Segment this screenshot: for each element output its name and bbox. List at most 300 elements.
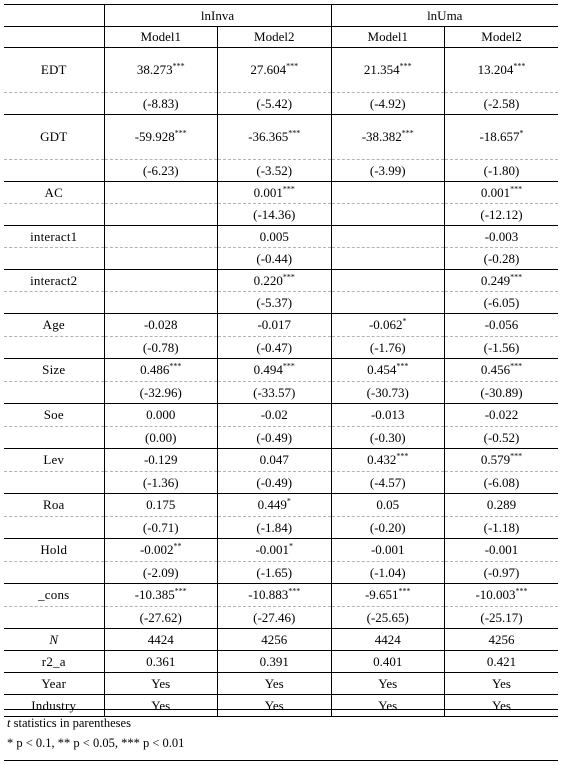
cell-value: 0.421: [486, 653, 517, 669]
value-cell: [218, 204, 332, 226]
significance-stars: *: [402, 316, 407, 326]
value-cell: [218, 651, 332, 673]
value-cell: [104, 562, 218, 584]
cell-value: 0.361: [146, 653, 176, 669]
cell-value: (-5.42): [256, 95, 293, 111]
value-cell: [218, 314, 332, 337]
cell-value: -0.02: [260, 407, 288, 422]
cell-value: -0.001: [255, 542, 290, 557]
value-cell: [445, 182, 559, 204]
tstat-row: [4, 248, 558, 270]
value-cell: [218, 517, 332, 539]
row-label: [4, 160, 104, 182]
value-cell: [331, 93, 445, 115]
value-cell: [104, 607, 218, 629]
value-cell: [445, 629, 559, 651]
cell-value: -9.651: [364, 587, 399, 602]
significance-stars: ***: [510, 361, 523, 371]
cell-value: (-0.71): [142, 519, 179, 535]
cell-value: 0.456: [480, 362, 511, 377]
significance-stars: ***: [396, 361, 409, 371]
corner-cell: [4, 5, 104, 27]
cell-value: (-1.84): [256, 519, 293, 535]
cell-value: Yes: [378, 697, 398, 713]
cell-value: 0.486: [140, 362, 170, 377]
row-label: Roa: [4, 494, 104, 517]
model-header: Model1: [331, 27, 445, 48]
value-cell: [445, 314, 559, 337]
value-cell: [445, 204, 559, 226]
significance-stars: ***: [174, 586, 187, 596]
value-cell: [218, 427, 332, 449]
significance-stars: ***: [288, 128, 301, 138]
cell-value: 0.454: [367, 362, 397, 377]
cell-value: (-0.28): [483, 250, 520, 266]
coef-row: [4, 584, 558, 607]
value-cell: [104, 651, 218, 673]
cell-value: -0.013: [370, 407, 405, 422]
cell-value: (-30.73): [366, 384, 409, 400]
note-t-symbol: t: [7, 716, 11, 730]
cell-value: -18.657: [479, 129, 520, 144]
cell-value: (-8.83): [142, 95, 179, 111]
tstat-row: [4, 607, 558, 629]
value-cell: [331, 248, 445, 270]
value-cell: [104, 160, 218, 182]
model-header-row: [4, 27, 558, 48]
value-cell: [104, 382, 218, 404]
significance-stars: ***: [510, 451, 523, 461]
value-cell: [445, 673, 559, 695]
coef-row: [4, 270, 558, 292]
value-cell: [218, 182, 332, 204]
row-label: [4, 562, 104, 584]
value-cell: [445, 539, 559, 562]
significance-stars: ***: [396, 451, 409, 461]
row-label: [4, 93, 104, 115]
significance-stars: ***: [169, 361, 182, 371]
cell-value: Yes: [151, 675, 171, 691]
row-label: [4, 607, 104, 629]
cell-value: 38.273: [136, 62, 173, 77]
value-cell: [104, 270, 218, 292]
value-cell: [445, 472, 559, 494]
cell-value: (-4.92): [369, 95, 406, 111]
cell-value: (-1.80): [483, 162, 520, 178]
value-cell: [218, 93, 332, 115]
cell-value: 0.432: [367, 452, 397, 467]
cell-value: -0.017: [257, 317, 292, 332]
cell-value: (-5.37): [256, 294, 293, 310]
row-label: r2_a: [4, 651, 104, 673]
row-label: AC: [4, 182, 104, 204]
coef-row: [4, 404, 558, 427]
value-cell: [218, 270, 332, 292]
cell-value: 0.494: [253, 362, 283, 377]
significance-stars: ***: [401, 128, 414, 138]
tstat-row: [4, 472, 558, 494]
coef-row: [4, 449, 558, 472]
cell-value: (-25.65): [366, 609, 409, 625]
value-cell: [331, 427, 445, 449]
cell-value: (-6.05): [483, 294, 520, 310]
value-cell: [218, 160, 332, 182]
cell-value: 27.604: [250, 62, 287, 77]
value-cell: [104, 494, 218, 517]
cell-value: (-1.65): [256, 564, 293, 580]
cell-value: -0.003: [484, 228, 519, 244]
value-cell: [445, 292, 559, 314]
tstat-row: [4, 427, 558, 449]
cell-value: -0.056: [484, 317, 519, 332]
cell-value: -0.062: [368, 317, 403, 332]
value-cell: [331, 337, 445, 359]
row-label: [4, 517, 104, 539]
value-cell: [104, 292, 218, 314]
cell-value: (-2.58): [483, 95, 520, 111]
cell-value: (-27.62): [139, 609, 182, 625]
significance-stars: ***: [510, 184, 523, 194]
cell-value: -0.022: [484, 407, 519, 422]
value-cell: [104, 517, 218, 539]
row-label: Year: [4, 673, 104, 695]
cell-value: (-0.52): [483, 429, 520, 445]
row-label: Size: [4, 359, 104, 382]
value-cell: [104, 115, 218, 160]
row-label: Hold: [4, 539, 104, 562]
value-cell: [445, 115, 559, 160]
significance-stars: ***: [515, 586, 528, 596]
cell-value: 0.005: [259, 228, 289, 244]
cell-value: -38.382: [361, 129, 402, 144]
row-label: [4, 472, 104, 494]
cell-value: (-12.12): [480, 206, 523, 222]
value-cell: [331, 607, 445, 629]
cell-value: (-27.46): [253, 609, 296, 625]
value-cell: [218, 449, 332, 472]
significance-stars: ***: [399, 61, 412, 71]
cell-value: 0.449: [257, 497, 287, 512]
value-cell: [104, 48, 218, 93]
cell-value: -36.365: [248, 129, 289, 144]
value-cell: [445, 270, 559, 292]
value-cell: [331, 226, 445, 248]
value-cell: [218, 404, 332, 427]
cell-value: (-0.78): [142, 339, 179, 355]
row-label: [4, 292, 104, 314]
value-cell: [445, 607, 559, 629]
value-cell: [218, 248, 332, 270]
note-t-text: statistics in parentheses: [10, 716, 131, 730]
value-cell: [104, 673, 218, 695]
stat-row: [4, 673, 558, 695]
cell-value: (-30.89): [480, 384, 523, 400]
cell-value: (-3.99): [369, 162, 406, 178]
cell-value: 0.401: [373, 653, 403, 669]
cell-value: 0.579: [480, 452, 511, 467]
cell-value: 0.175: [146, 497, 176, 512]
row-label: N: [4, 629, 104, 651]
value-cell: [331, 562, 445, 584]
row-label: Industry: [4, 695, 104, 717]
cell-value: 0.05: [376, 497, 400, 512]
value-cell: [104, 359, 218, 382]
regression-table-document: [4, 4, 558, 717]
value-cell: [331, 539, 445, 562]
cell-value: Yes: [151, 697, 171, 713]
significance-stars: ***: [286, 61, 299, 71]
value-cell: [445, 382, 559, 404]
value-cell: [218, 226, 332, 248]
significance-stars: *: [289, 541, 294, 551]
value-cell: [104, 404, 218, 427]
cell-value: Yes: [378, 675, 398, 691]
cell-value: -0.001: [370, 542, 405, 557]
significance-stars: ***: [398, 586, 411, 596]
value-cell: [104, 337, 218, 359]
value-cell: [445, 562, 559, 584]
cell-value: 0.220: [253, 272, 283, 288]
cell-value: (-6.08): [483, 474, 520, 490]
cell-value: 21.354: [363, 62, 400, 77]
value-cell: [218, 337, 332, 359]
cell-value: -0.129: [143, 452, 178, 467]
row-label: interact2: [4, 270, 104, 292]
value-cell: [445, 427, 559, 449]
cell-value: (-6.23): [142, 162, 179, 178]
cell-value: (-32.96): [139, 384, 182, 400]
cell-value: (-33.57): [253, 384, 296, 400]
value-cell: [218, 494, 332, 517]
significance-stars: ***: [282, 272, 295, 282]
cell-value: (-0.47): [256, 339, 293, 355]
value-cell: [218, 48, 332, 93]
cell-value: (-25.17): [480, 609, 523, 625]
value-cell: [331, 204, 445, 226]
row-label: EDT: [4, 48, 104, 93]
stat-row: [4, 651, 558, 673]
value-cell: [218, 584, 332, 607]
value-cell: [445, 48, 559, 93]
cell-value: -10.385: [134, 587, 175, 602]
value-cell: [445, 404, 559, 427]
row-label: [4, 204, 104, 226]
cell-value: 13.204: [477, 62, 514, 77]
value-cell: [445, 584, 559, 607]
value-cell: [445, 337, 559, 359]
significance-stars: ***: [282, 184, 295, 194]
value-cell: [104, 539, 218, 562]
value-cell: [104, 226, 218, 248]
cell-value: 0.001: [480, 184, 511, 200]
value-cell: [104, 93, 218, 115]
cell-value: -10.883: [248, 587, 289, 602]
value-cell: [445, 517, 559, 539]
value-cell: [104, 427, 218, 449]
value-cell: [218, 115, 332, 160]
row-label: interact1: [4, 226, 104, 248]
significance-stars: ***: [174, 128, 187, 138]
value-cell: [331, 629, 445, 651]
table-notes: [4, 709, 558, 761]
cell-value: -0.028: [143, 317, 178, 332]
row-label: Soe: [4, 404, 104, 427]
significance-stars: ***: [513, 61, 526, 71]
value-cell: [331, 48, 445, 93]
value-cell: [445, 449, 559, 472]
value-cell: [331, 292, 445, 314]
stat-row: [4, 629, 558, 651]
cell-value: Yes: [492, 675, 511, 691]
cell-value: (-1.56): [483, 339, 520, 355]
tstat-row: [4, 93, 558, 115]
coef-row: [4, 539, 558, 562]
value-cell: [331, 115, 445, 160]
row-label: [4, 382, 104, 404]
tstat-row: [4, 562, 558, 584]
row-label: Age: [4, 314, 104, 337]
value-cell: [218, 539, 332, 562]
cell-value: 0.391: [259, 653, 289, 669]
cell-value: Yes: [492, 697, 511, 713]
value-cell: [104, 204, 218, 226]
cell-value: Yes: [264, 675, 284, 691]
coef-row: [4, 226, 558, 248]
model-header: Model1: [104, 27, 218, 48]
value-cell: [218, 629, 332, 651]
value-cell: [331, 673, 445, 695]
significance-stars: *: [286, 496, 291, 506]
value-cell: [331, 472, 445, 494]
tstat-row: [4, 517, 558, 539]
value-cell: [331, 494, 445, 517]
cell-value: Yes: [264, 697, 284, 713]
cell-value: (-0.44): [256, 250, 293, 266]
group-header-row: [4, 5, 558, 27]
cell-value: (-3.52): [256, 162, 293, 178]
value-cell: [445, 359, 559, 382]
corner-cell: [4, 27, 104, 48]
cell-value: 4424: [147, 631, 174, 647]
coef-row: [4, 48, 558, 93]
tstat-row: [4, 292, 558, 314]
value-cell: [104, 472, 218, 494]
value-cell: [218, 562, 332, 584]
cell-value: (-2.09): [142, 564, 179, 580]
value-cell: [445, 160, 559, 182]
coef-row: [4, 115, 558, 160]
row-label: [4, 427, 104, 449]
value-cell: [445, 248, 559, 270]
value-cell: [104, 584, 218, 607]
value-cell: [331, 517, 445, 539]
group-header-lnuma: lnUma: [331, 5, 558, 27]
cell-value: 4256: [488, 631, 515, 647]
tstat-row: [4, 160, 558, 182]
model-header: Model2: [445, 27, 559, 48]
group-header-lninva: lnInva: [104, 5, 331, 27]
significance-stars: **: [173, 541, 182, 551]
tstat-row: [4, 204, 558, 226]
cell-value: 0.289: [486, 497, 517, 512]
value-cell: [331, 382, 445, 404]
value-cell: [218, 359, 332, 382]
cell-value: (-0.20): [369, 519, 406, 535]
value-cell: [104, 449, 218, 472]
cell-value: -10.003: [475, 587, 516, 602]
cell-value: (0.00): [145, 429, 177, 445]
tstat-row: [4, 382, 558, 404]
cell-value: 0.249: [480, 272, 511, 288]
value-cell: [104, 182, 218, 204]
value-cell: [331, 584, 445, 607]
coef-row: [4, 314, 558, 337]
value-cell: [331, 359, 445, 382]
value-cell: [218, 472, 332, 494]
value-cell: [331, 182, 445, 204]
value-cell: [445, 494, 559, 517]
note-significance: * p < 0.1, ** p < 0.05, *** p < 0.01: [7, 736, 185, 750]
regression-table: [4, 4, 558, 717]
tstat-row: [4, 337, 558, 359]
significance-stars: ***: [288, 586, 301, 596]
cell-value: 0.047: [259, 452, 289, 467]
cell-value: (-0.49): [256, 429, 293, 445]
cell-value: -0.002: [139, 542, 174, 557]
cell-value: (-1.36): [142, 474, 179, 490]
value-cell: [331, 270, 445, 292]
value-cell: [445, 226, 559, 248]
significance-stars: ***: [172, 61, 185, 71]
value-cell: [104, 248, 218, 270]
value-cell: [445, 93, 559, 115]
model-header: Model2: [218, 27, 332, 48]
cell-value: 4424: [374, 631, 401, 647]
cell-value: 0.000: [146, 407, 176, 422]
cell-value: -0.001: [484, 542, 519, 557]
coef-row: [4, 494, 558, 517]
value-cell: [331, 404, 445, 427]
value-cell: [218, 292, 332, 314]
cell-value: (-0.30): [369, 429, 406, 445]
value-cell: [218, 673, 332, 695]
cell-value: -59.928: [134, 129, 175, 144]
value-cell: [218, 382, 332, 404]
value-cell: [331, 651, 445, 673]
note-t-statistics: [7, 716, 131, 731]
row-label: Lev: [4, 449, 104, 472]
value-cell: [104, 629, 218, 651]
cell-value: (-1.76): [369, 339, 406, 355]
significance-stars: ***: [510, 272, 523, 282]
row-label: GDT: [4, 115, 104, 160]
coef-row: [4, 182, 558, 204]
value-cell: [104, 314, 218, 337]
cell-value: (-1.18): [483, 519, 520, 535]
row-label: [4, 337, 104, 359]
significance-stars: *: [519, 128, 524, 138]
row-label: [4, 248, 104, 270]
coef-row: [4, 359, 558, 382]
value-cell: [445, 651, 559, 673]
cell-value: (-1.04): [369, 564, 406, 580]
row-label: _cons: [4, 584, 104, 607]
cell-value: 0.001: [253, 184, 283, 200]
value-cell: [331, 314, 445, 337]
value-cell: [331, 449, 445, 472]
cell-value: (-14.36): [253, 206, 296, 222]
cell-value: (-0.49): [256, 474, 293, 490]
